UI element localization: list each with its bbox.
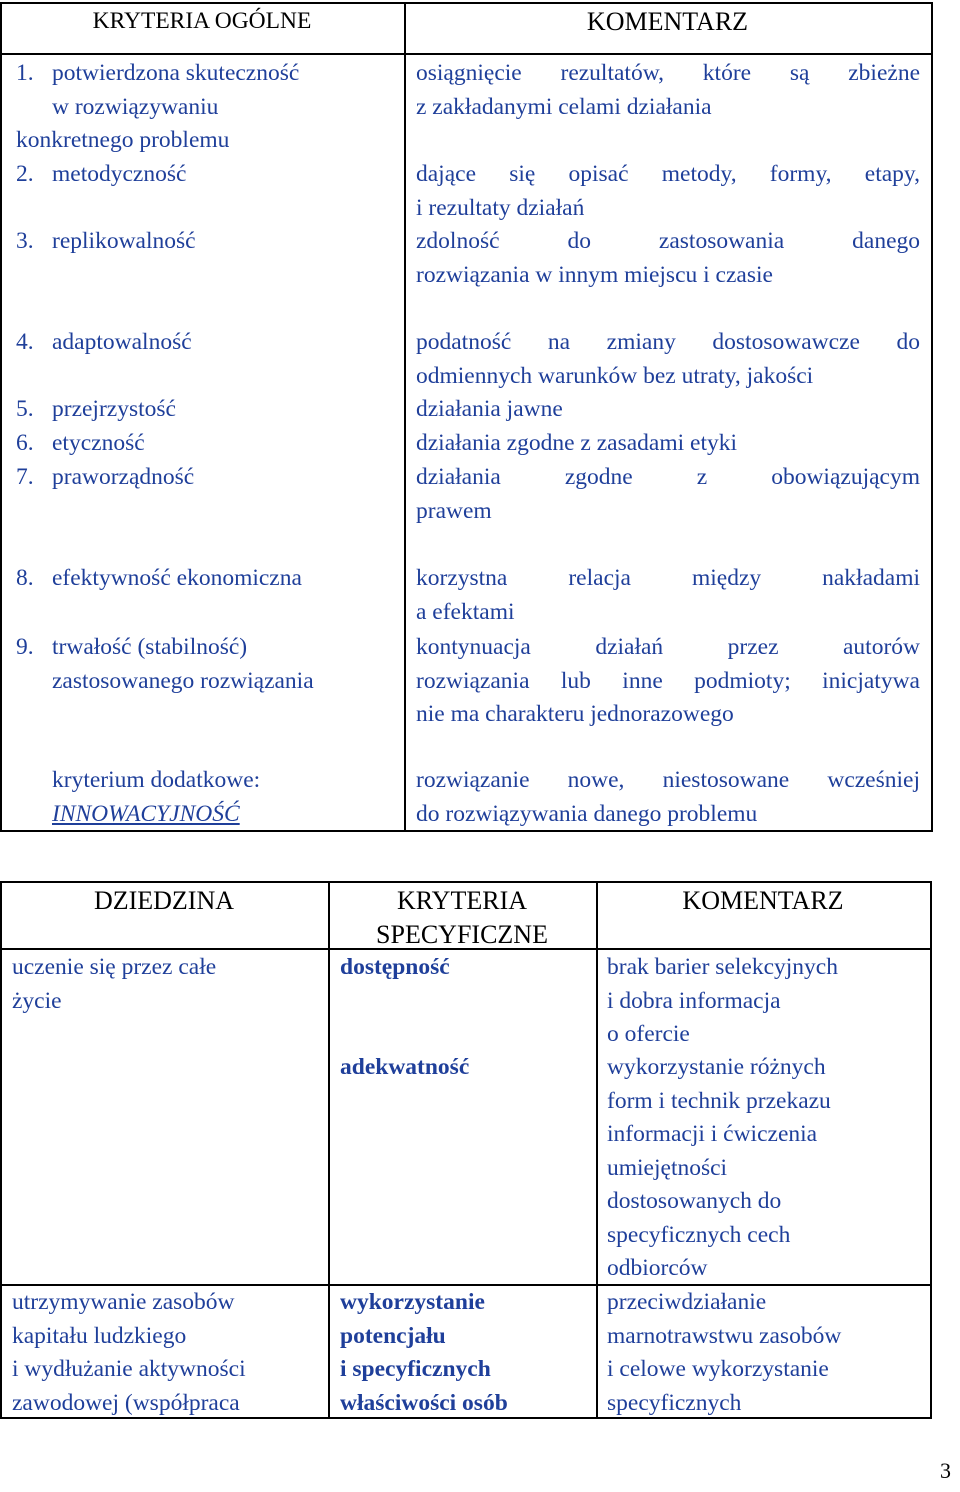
- table-border: [404, 2, 406, 831]
- specific-criterion: adekwatność: [340, 1054, 470, 1080]
- criterion-text: praworządność: [52, 464, 195, 490]
- comment-text: kontynuacja działań przez autorów rozwiązania lub inne podmioty; inicjatywa nie ma charakteru jednorazowego: [416, 634, 920, 727]
- comment-text: korzystna relacja między nakładami a efektami: [416, 565, 920, 625]
- extra-criterion-name: INNOWACYJNOŚĆ: [52, 800, 240, 827]
- comment-text: osiągnięcie rezultatów, które są zbieżne z zakładanymi celami działania: [416, 60, 920, 120]
- criterion-text: trwałość (stabilność) zastosowanego rozwiązania: [52, 634, 314, 694]
- row-number: 2.: [16, 161, 34, 187]
- row-number: 8.: [16, 565, 34, 591]
- comment-text: brak barier selekcyjnych i dobra informacja o ofercie: [607, 954, 838, 1047]
- comment-text: zdolność do zastosowania danego rozwiązania w innym miejscu i czasie: [416, 228, 920, 288]
- row-number: 6.: [16, 430, 34, 456]
- table-border: [328, 881, 330, 1418]
- header-comment: KOMENTARZ: [682, 886, 844, 915]
- criterion-text: adaptowalność: [52, 329, 192, 355]
- table-border: [0, 2, 2, 831]
- domain-text: uczenie się przez całe życie: [12, 954, 217, 1014]
- extra-criterion-label: kryterium dodatkowe:: [52, 767, 261, 793]
- row-number: 1.: [16, 60, 34, 86]
- criterion-text: etyczność: [52, 430, 145, 456]
- table-border: [930, 881, 932, 1418]
- domain-text: utrzymywanie zasobów kapitału ludzkiego i wydłużanie aktywności zawodowej (współpraca: [12, 1289, 246, 1416]
- table-border: [0, 53, 933, 55]
- row-number: 3.: [16, 228, 34, 254]
- table-border: [931, 2, 933, 831]
- header-criteria: KRYTERIA OGÓLNE: [92, 8, 312, 34]
- specific-criterion: wykorzystanie potencjału i specyficznych właściwości osób: [340, 1289, 508, 1416]
- comment-text: działania jawne: [416, 396, 563, 422]
- criterion-text: efektywność ekonomiczna: [52, 565, 302, 591]
- criterion-text: metodyczność: [52, 161, 187, 187]
- row-number: 5.: [16, 396, 34, 422]
- header-comment: KOMENTARZ: [586, 7, 749, 36]
- comment-text: wykorzystanie różnych form i technik przekazu informacji i ćwiczenia umiejętności dostosowanych do specyficznych cech odbiorców: [607, 1054, 831, 1281]
- row-number: 4.: [16, 329, 34, 355]
- specific-criterion: dostępność: [340, 954, 450, 980]
- table-border: [0, 881, 2, 1418]
- comment-text: podatność na zmiany dostosowawcze do odmiennych warunków bez utraty, jakości: [416, 329, 920, 389]
- header-specific-criteria: KRYTERIA SPECYFICZNE: [376, 886, 548, 949]
- comment-text: działania zgodne z obowiązującym prawem: [416, 464, 920, 524]
- comment-text: dające się opisać metody, formy, etapy, i rezultaty działań: [416, 161, 920, 221]
- header-domain: DZIEDZINA: [93, 886, 235, 915]
- comment-text: działania zgodne z zasadami etyki: [416, 430, 738, 456]
- extra-criterion-comment: rozwiązanie nowe, niestosowane wcześniej do rozwiązywania danego problemu: [416, 767, 920, 827]
- table-border: [0, 2, 933, 4]
- page-number: 3: [940, 1458, 951, 1483]
- table-border: [0, 881, 932, 883]
- criterion-text: replikowalność: [52, 228, 196, 254]
- row-number: 7.: [16, 464, 34, 490]
- comment-text: przeciwdziałanie marnotrawstwu zasobów i celowe wykorzystanie specyficznych: [607, 1289, 842, 1416]
- table-border: [596, 881, 598, 1418]
- row-number: 9.: [16, 634, 34, 660]
- criterion-text: potwierdzona skuteczność w rozwiązywaniu konkretnego problemu: [16, 60, 300, 153]
- criterion-text: przejrzystość: [52, 396, 176, 422]
- extra-criterion: [52, 764, 397, 831]
